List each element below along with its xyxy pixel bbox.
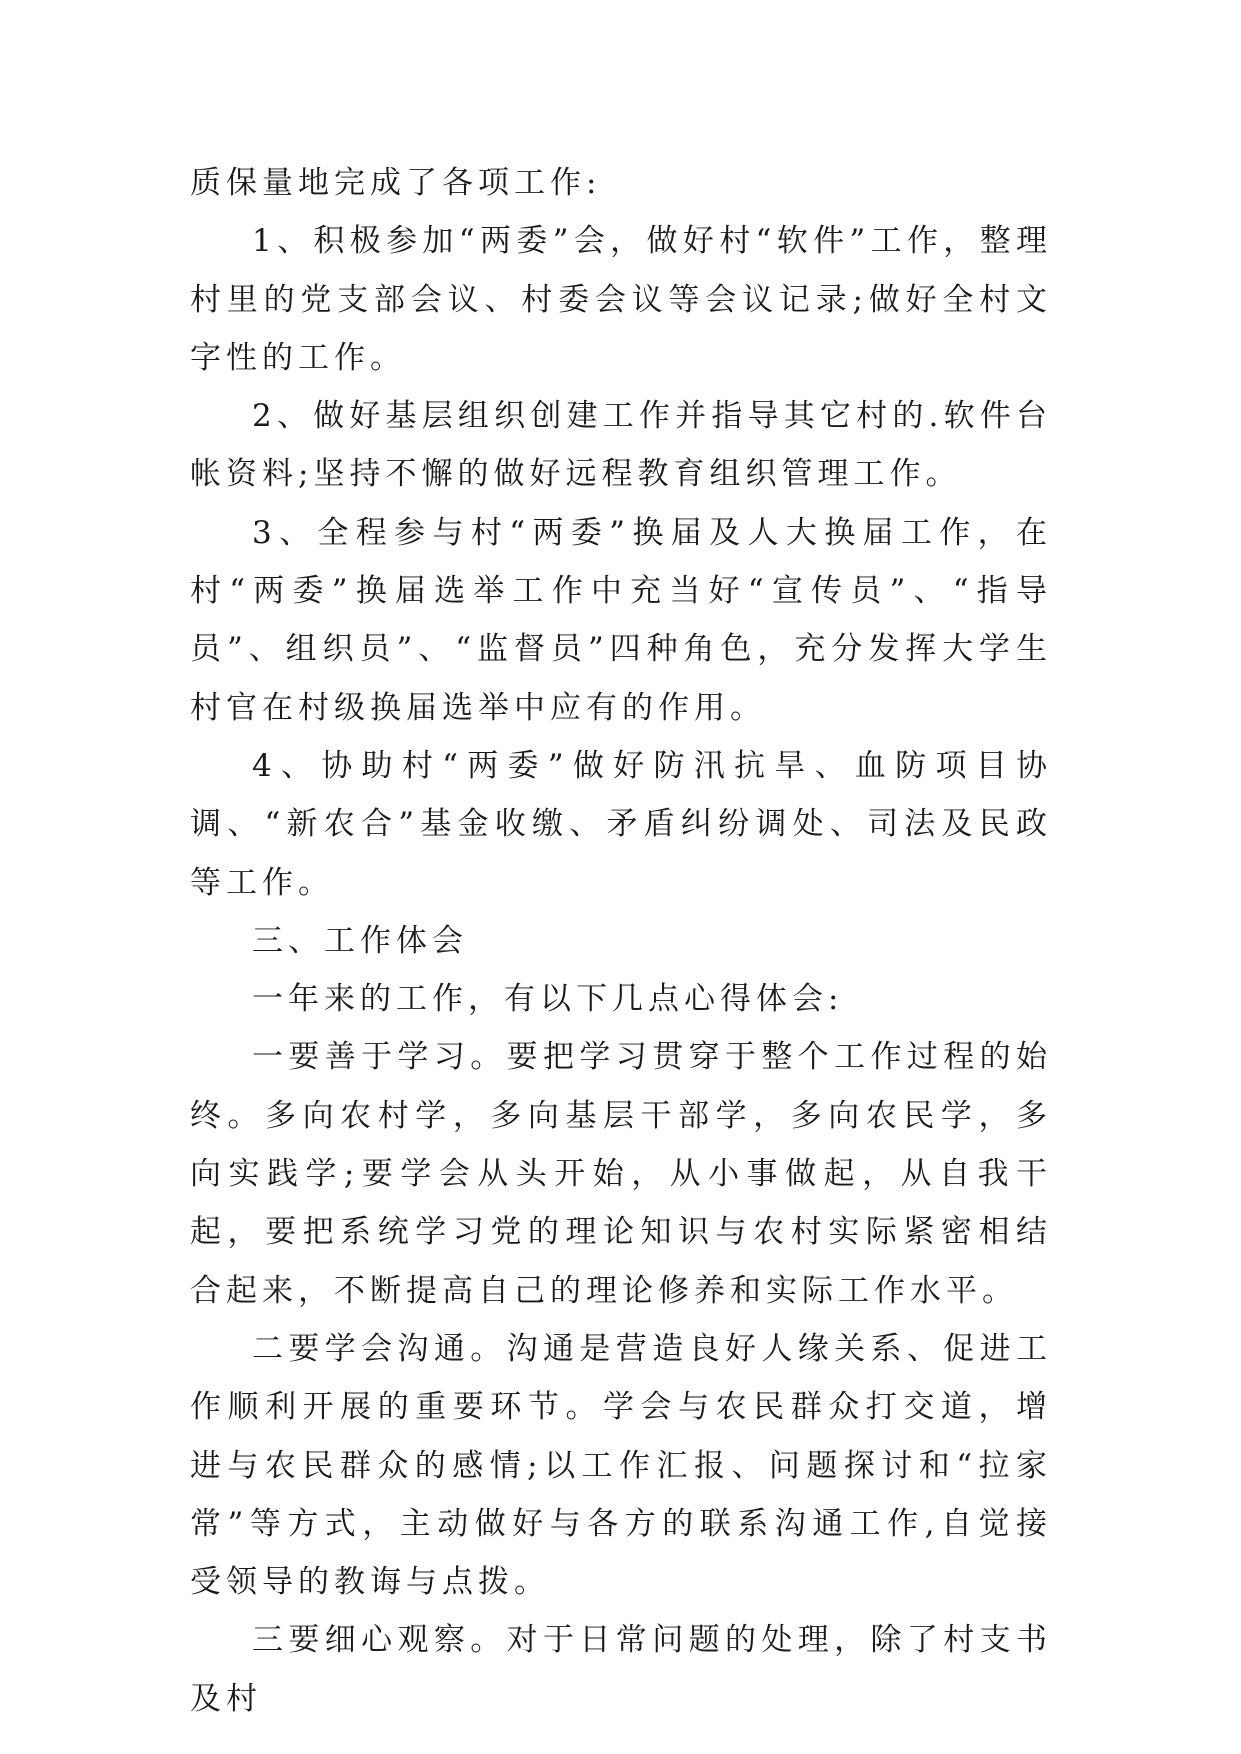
paragraph-continuation: 质保量地完成了各项工作: <box>190 165 602 201</box>
paragraph-communication: 二要学会沟通。沟通是营造良好人缘关系、促进工作顺利开展的重要环节。学会与农民群众打交道，增进与农民群众的感情;以工作汇报、问题探讨和“拉家常”等方式，主动做好与各方的联系沟通工作,自觉接受领导的教诲与点拨。 <box>190 1330 1052 1601</box>
paragraph-learning: 一要善于学习。要把学习贯穿于整个工作过程的始终。多向农村学，多向基层干部学，多向农民学，多向实践学;要学会从头开始，从小事做起，从自我干起，要把系统学习党的理论知识与农村实际紧密相结合起来，不断提高自己的理论修养和实际工作水平。 <box>190 1039 1052 1309</box>
section-heading: 三、工作体会 <box>252 922 468 959</box>
paragraph-observation: 三要细心观察。对于日常问题的处理，除了村支书及村 <box>190 1622 1052 1717</box>
paragraph-item-3: 3、全程参与村“两委”换届及人大换届工作，在村“两委”换届选举工作中充当好“宣传员”、“指导员”、组织员”、“监督员”四种角色，充分发挥大学生村官在村级换届选举中应有的作用。 <box>190 514 1052 726</box>
paragraph-item-2: 2、做好基层组织创建工作并指导其它村的.软件台帐资料;坚持不懈的做好远程教育组织管理工作。 <box>190 398 1052 493</box>
paragraph-intro: 一年来的工作，有以下几点心得体会: <box>252 981 844 1018</box>
paragraph-item-1: 1、积极参加“两委”会，做好村“软件”工作，整理村里的党支部会议、村委会议等会议记录;做好全村文字性的工作。 <box>190 223 1052 376</box>
paragraph-item-4: 4、协助村“两委”做好防汛抗旱、血防项目协调、“新农合”基金收缴、矛盾纠纷调处、司法及民政等工作。 <box>190 747 1052 901</box>
document-body <box>190 154 1052 1728</box>
